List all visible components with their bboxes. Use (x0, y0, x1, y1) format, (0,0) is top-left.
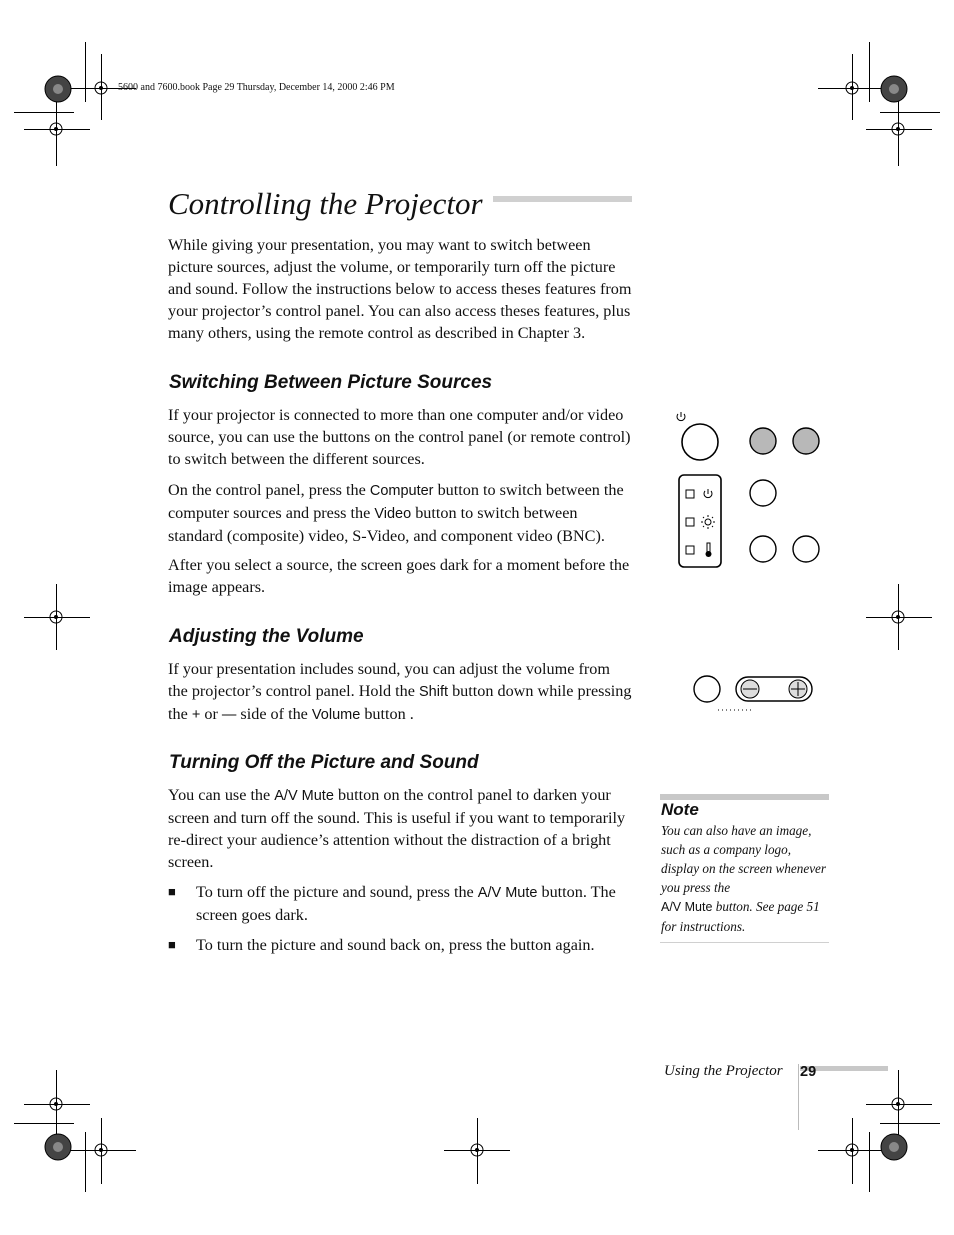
esc-button (793, 536, 819, 562)
power-icon (677, 412, 685, 421)
page-title: Controlling the Projector (168, 186, 493, 222)
power-button (682, 424, 718, 460)
page-number: 29 (800, 1064, 817, 1080)
note-title: Note (661, 800, 699, 819)
intro-paragraph: While giving your presentation, you may want to switch between picture sources, adjust the volume, or temporarily turn off the picture and sound. Follow the instructions below to access theses features from your projector’s control panel. You can also access theses features, plus many others, using the remote control as described in Chapter 3. (168, 236, 632, 342)
avmute-button (694, 676, 720, 702)
footer-section-title: Using the Projector (664, 1063, 783, 1079)
avmute-key-label: A/V Mute (661, 900, 713, 914)
heading-switching: Switching Between Picture Sources (169, 372, 493, 393)
print-header: 5600 and 7600.book Page 29 Thursday, December 14, 2000 2:46 PM (118, 82, 395, 93)
list-item: ■ To turn off the picture and sound, press the A/V Mute button. The screen goes dark. (168, 883, 616, 924)
volume-control-illustration (688, 672, 818, 717)
footer-divider (798, 1064, 799, 1130)
mute-paragraph: You can use the A/V Mute button on the control panel to darken your screen and turn off the sound. This is useful if you want to temporarily re-direct your audience’s attention without the distraction of a bright screen. (168, 786, 626, 871)
shift-key-label: Shift (419, 684, 449, 700)
switching-paragraph-1: If your projector is connected to more than one computer and/or video source, you can use the buttons on the control panel (or remote control) to switch between the different sources. (168, 406, 631, 468)
list-item: ■ To turn the picture and sound back on, press the button again. (168, 936, 595, 954)
note-rule-bottom (660, 942, 829, 943)
heading-mute: Turning Off the Picture and Sound (169, 752, 479, 773)
video-key-label: Video (374, 506, 412, 522)
video-button (793, 428, 819, 454)
volume-key-label: Volume (311, 707, 361, 723)
computer-button (750, 428, 776, 454)
switching-paragraph-2: On the control panel, press the Computer button to switch between the computer sources and press the Video button to switch between standard (composite) video, S-Video, and component video (BNC). (168, 481, 624, 545)
volume-paragraph: If your presentation includes sound, you can adjust the volume from the projector’s control panel. Hold the Shift button down while pressing the + or — side of the Volume button . (168, 660, 632, 723)
switching-paragraph-3: After you select a source, the screen goes dark for a moment before the image appears. (168, 556, 630, 596)
shift-button (750, 480, 776, 506)
bullet-icon: ■ (168, 884, 176, 899)
menu-button (750, 536, 776, 562)
note-text: You can also have an image, such as a company logo, display on the screen whenever you press the A/V Mute button. See page 51 for instructions. (661, 823, 827, 934)
indicator-panel (679, 475, 721, 567)
computer-key-label: Computer (369, 483, 434, 499)
heading-volume: Adjusting the Volume (169, 626, 364, 647)
bullet-icon: ■ (168, 937, 176, 952)
avmute-key-label: A/V Mute (274, 788, 334, 804)
minus-icon (741, 680, 759, 698)
control-panel-illustration (670, 405, 835, 585)
plus-icon (789, 680, 807, 698)
